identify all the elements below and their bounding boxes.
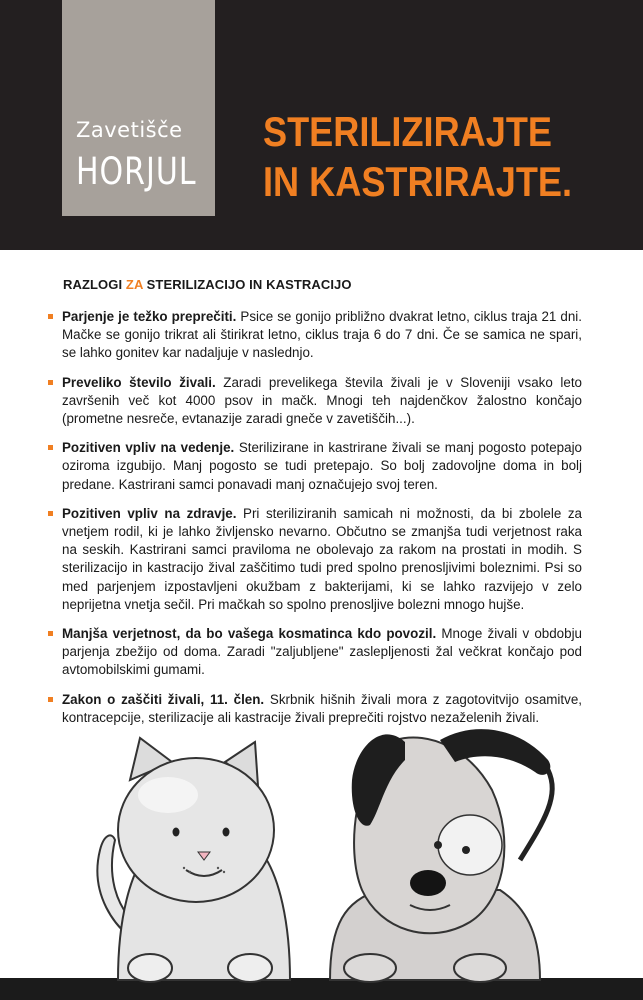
reason-item	[47, 625, 582, 680]
cat-paw-left	[128, 954, 172, 982]
ground-strip	[0, 978, 643, 1000]
dog-paw-right	[454, 954, 506, 982]
dog-eye-patch	[438, 815, 502, 875]
bullet-square-icon	[48, 445, 53, 450]
dog-tail	[520, 770, 552, 860]
section-title-after: STERILIZACIJO IN KASTRACIJO	[142, 277, 352, 292]
bullet-square-icon	[48, 314, 53, 319]
bullet-square-icon	[48, 631, 53, 636]
shelter-logo	[62, 0, 215, 216]
dog-nose	[410, 870, 446, 896]
section-title-highlight: ZA	[125, 277, 143, 292]
header-band	[0, 0, 643, 250]
reason-title: Parjenje je težko preprečiti.	[62, 309, 237, 324]
reason-text: Pri steriliziranih samicah ni možnosti, da bi zbolele za vnetjem rodil, ki je lahko življensko nevarno. Občutno se zmanjša tudi verjetnost raka na seskih. Kastrirani samci praviloma ne obolevajo za rakom na prostati in modih. S sterilizacijo in kastracijo žival zaščitimo tudi pred spolno prenosljivimi boleznimi. Psi so med parjenjem izpostavljeni okužbam z bakterijami, ki se lahko razvijejo v zelo neprijetna vnetja sečil. Pri mačkah so spolno prenosljive bolezni mnogo hujše.	[62, 505, 583, 612]
reason-text: Skrbnik hišnih živali mora z zagotovitvijo osamitve, kontracepcije, sterilizacije ali kastracije živali preprečiti rojstvo nezaželenih živali.	[62, 691, 582, 725]
headline-line-2: IN KASTRIRAJTE.	[263, 158, 573, 205]
headline	[263, 107, 572, 207]
reason-item	[47, 439, 582, 494]
reason-item	[47, 374, 582, 429]
reason-title: Manjša verjetnost, da bo vašega kosmatinca kdo povozil.	[62, 626, 437, 642]
logo-text-zavetisce: Zavetišče	[76, 118, 183, 142]
reason-item	[47, 505, 582, 614]
cat-and-dog-illustration	[0, 700, 643, 1000]
reason-text: Psice se gonijo približno dvakrat letno, ciklus traja 21 dni. Mačke se gonijo trikrat ali štirikrat letno, ciklus traja 6 do 7 dni. Če se samica ne spari, se lahko gonitev kar nadaljuje v naslednjo.	[62, 309, 582, 361]
reason-item	[47, 308, 582, 363]
section-title	[63, 277, 352, 292]
dog-head	[352, 729, 551, 933]
bullet-square-icon	[48, 511, 53, 516]
reason-title: Pozitiven vpliv na zdravje.	[62, 505, 237, 521]
headline-line-1: STERILIZIRAJTE	[263, 108, 552, 155]
reasons-list	[47, 308, 582, 738]
reason-text: Mnoge živali v obdobju parjenja zbežijo od doma. Zaradi "zaljubljene" zaslepljenosti žal večkrat končajo pod avtomobilskimi gumami.	[62, 626, 582, 678]
cat-head	[118, 738, 274, 902]
logo-text-horjul: HORJUL	[76, 150, 197, 194]
reason-title: Preveliko število živali.	[62, 374, 216, 390]
reason-text: Sterilizirane in kastrirane živali se manj pogosto potepajo oziroma izgubijo. Manj pogosto se tudi pretepajo. So bolj zadovoljne doma in bolj predane. Kastrirani samci ponavadi manj označujejo svoj teren.	[62, 440, 582, 492]
reason-title: Zakon o zaščiti živali, 11. člen.	[62, 691, 265, 707]
reason-text: Zaradi prevelikega števila živali je v Sloveniji vsako leto završenih več kot 4000 psov in mačk. Mnogi teh najdenčkov žalostno končajo (prometne nesreče, evtanazije zaradi gneče v zavetiščih...).	[62, 374, 582, 427]
dog-paw-left	[344, 954, 396, 982]
cat-paw-right	[228, 954, 272, 982]
reason-title: Pozitiven vpliv na vedenje.	[62, 440, 235, 456]
bullet-square-icon	[48, 380, 53, 385]
section-title-before: RAZLOGI	[63, 277, 126, 292]
